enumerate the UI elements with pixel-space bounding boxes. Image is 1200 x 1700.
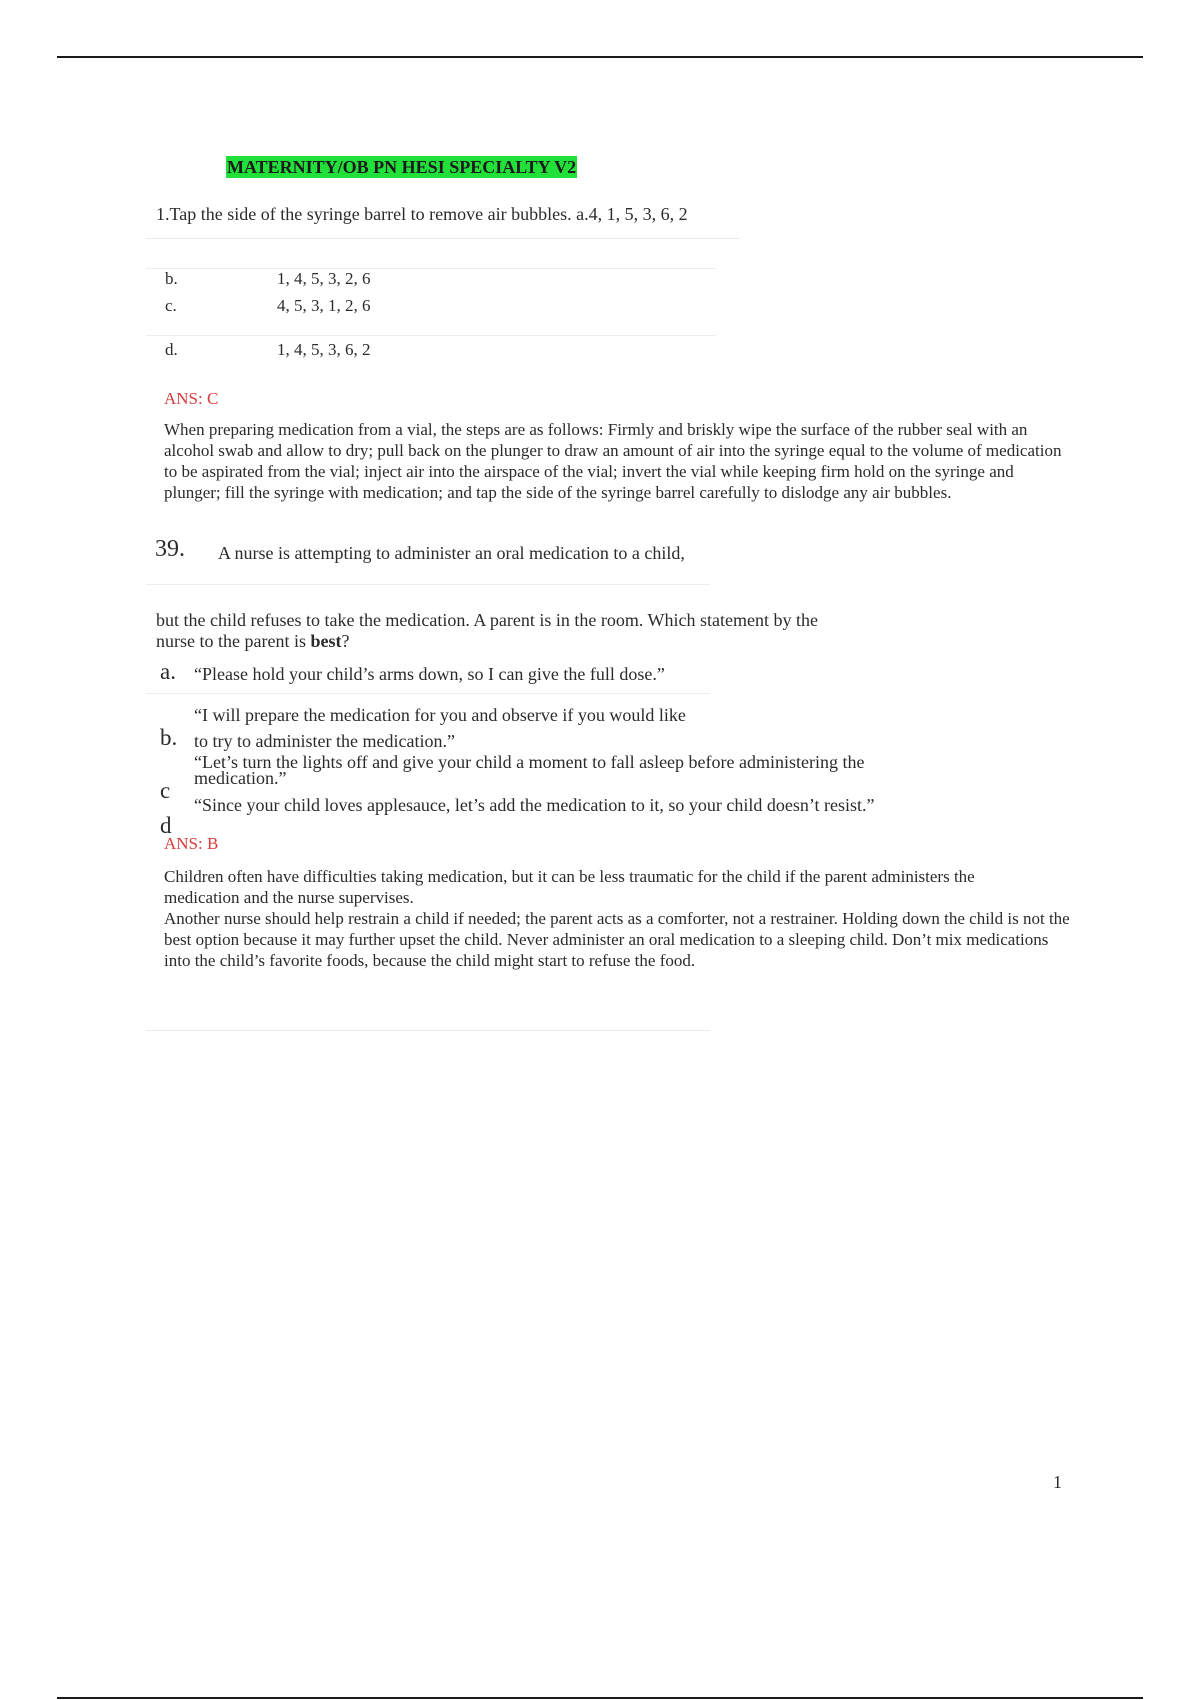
q39-option-d-text: “Since your child loves applesauce, let’s add the medication to it, so your child doesn’t resist.” [194, 795, 875, 815]
q1-option-b-text: 1, 4, 5, 3, 2, 6 [277, 269, 371, 288]
stem-text: nurse to the parent is [156, 631, 311, 651]
q39-option-d-letter: d [160, 813, 172, 838]
q39-option-c-letter: c [160, 778, 171, 803]
q1-option-b-letter: b. [165, 269, 178, 288]
divider [146, 238, 740, 239]
divider [146, 693, 710, 694]
q1-option-c-text: 4, 5, 3, 1, 2, 6 [277, 296, 371, 315]
q39-rationale-p2: Another nurse should help restrain a child if needed; the parent acts as a comforter, not a restrainer. Holding down the child is not the best option because it may further upset the child. Never administer an oral medication to a sleeping child. Don’t mix medications into the child’s favorite foods, because the child might start to refuse the food. [164, 909, 1070, 970]
q39-rationale-p1: Children often have difficulties taking medication, but it can be less traumatic for the child if the parent administers the medication and the nurse supervises. [164, 867, 975, 907]
q39-option-b-text-line1: “I will prepare the medication for you and observe if you would like [194, 705, 686, 725]
divider [146, 584, 710, 585]
question-39-number: 39. [155, 536, 185, 562]
question-39-stem-line2: but the child refuses to take the medication. A parent is in the room. Which statement by the [156, 610, 819, 630]
q1-option-d-letter: d. [165, 340, 178, 359]
divider [146, 335, 716, 336]
top-rule [57, 56, 1143, 58]
stem-emphasis: best [310, 631, 342, 651]
q39-option-c-text-line1: “Let’s turn the lights off and give your child a moment to fall asleep before administering the [194, 752, 865, 772]
q39-option-b-letter: b. [160, 725, 178, 750]
stem-punct: ? [341, 631, 350, 651]
q39-answer: ANS: B [164, 834, 219, 853]
q39-option-a-letter: a. [160, 659, 176, 684]
question-39-stem-line3 [156, 630, 349, 652]
divider [146, 268, 716, 269]
page-number: 1 [1053, 1472, 1062, 1492]
divider [146, 1030, 710, 1031]
q1-option-c-letter: c. [165, 296, 177, 315]
q1-option-d-text: 1, 4, 5, 3, 6, 2 [277, 340, 371, 359]
q39-option-b-text-line2: to try to administer the medication.” [194, 731, 455, 751]
question-1-stem: 1.Tap the side of the syringe barrel to remove air bubbles. a.4, 1, 5, 3, 6, 2 [156, 204, 688, 224]
document-title: MATERNITY/OB PN HESI SPECIALTY V2 [227, 157, 577, 177]
q39-option-a-text: “Please hold your child’s arms down, so I can give the full dose.” [194, 664, 665, 684]
q39-option-c-text-line2: medication.” [194, 768, 287, 788]
bottom-rule [57, 1697, 1143, 1699]
question-39-stem-line1: A nurse is attempting to administer an oral medication to a child, [218, 543, 685, 563]
q1-rationale: When preparing medication from a vial, the steps are as follows: Firmly and briskly wipe the surface of the rubber seal with an alcohol swab and allow to dry; pull back on the plunger to draw an amount of air into the syringe equal to the volume of medication to be aspirated from the vial; inject air into the airspace of the vial; invert the vial while keeping firm hold on the syringe and plunger; fill the syringe with medication; and tap the side of the syringe barrel carefully to dislodge any air bubbles. [164, 420, 1062, 502]
q1-answer: ANS: C [164, 389, 219, 408]
